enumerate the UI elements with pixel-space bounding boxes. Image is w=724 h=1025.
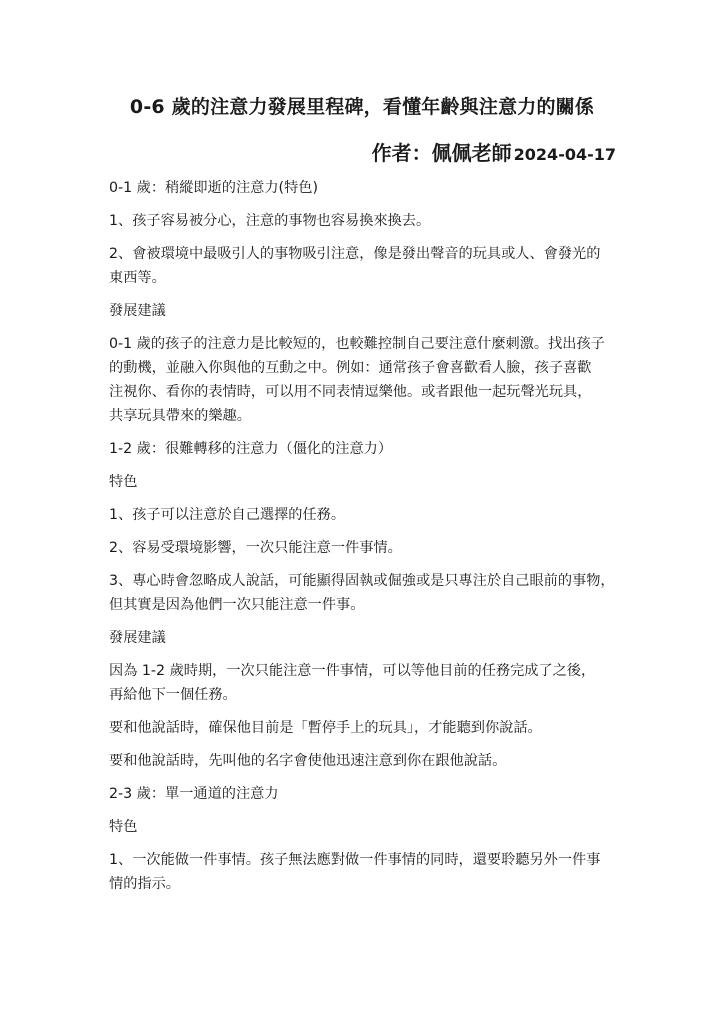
document-title: 0-6 歲的注意力發展里程碑，看懂年齡與注意力的關係 (129, 96, 595, 118)
paragraph-line: 的動機，並融入你與他的互動之中。例如：通常孩子會喜歡看人臉，孩子喜歡 (109, 360, 592, 376)
paragraph (109, 437, 629, 461)
paragraph (109, 299, 629, 323)
paragraph-line: 1、孩子可以注意於自己選擇的任務。 (109, 507, 346, 523)
paragraph (109, 503, 629, 527)
paragraph (109, 815, 629, 839)
paragraph (109, 782, 629, 806)
paragraph-line: 東西等。 (109, 270, 166, 286)
author-name: 作者：佩佩老師 (371, 141, 512, 165)
byline (372, 137, 616, 166)
paragraph-line: 要和他說話時，先叫他的名字會使他迅速注意到你在跟他說話。 (109, 753, 507, 769)
paragraph (109, 536, 629, 560)
paragraph-line: 發展建議 (109, 303, 166, 319)
paragraph-line: 1-2 歲：很難轉移的注意力（僵化的注意力） (109, 441, 393, 457)
paragraph (109, 242, 629, 290)
paragraph (109, 470, 629, 494)
paragraph (109, 569, 629, 617)
paragraph-line: 2-3 歲：單一通道的注意力 (109, 786, 279, 802)
paragraph (109, 716, 629, 740)
paragraph-line: 發展建議 (109, 630, 166, 646)
paragraph-line: 0-1 歲的孩子的注意力是比較短的，也較難控制自己要注意什麼刺激。找出孩子 (109, 336, 605, 352)
paragraph (109, 749, 629, 773)
paragraph-line: 2、容易受環境影響，一次只能注意一件事情。 (109, 540, 402, 556)
paragraph-line: 0-1 歲：稍縱即逝的注意力(特色) (109, 180, 319, 196)
paragraph (109, 332, 629, 428)
paragraph-line: 要和他說話時，確保他目前是「暫停手上的玩具」，才能聽到你說話。 (109, 720, 542, 736)
paragraph-line: 特色 (109, 474, 138, 490)
article-body (109, 176, 629, 905)
paragraph-line: 再給他下一個任務。 (109, 687, 237, 703)
paragraph-line: 1、孩子容易被分心，注意的事物也容易換來換去。 (109, 213, 431, 229)
paragraph-line: 但其實是因為他們一次只能注意一件事。 (109, 597, 365, 613)
paragraph-line: 特色 (109, 819, 138, 835)
paragraph (109, 626, 629, 650)
paragraph-line: 情的指示。 (109, 876, 180, 892)
paragraph-line: 1、一次能做一件事情。孩子無法應對做一件事情的同時，還要聆聽另外一件事 (109, 852, 601, 868)
paragraph-line: 共享玩具帶來的樂趣。 (109, 408, 251, 424)
paragraph-line: 注視你、看你的表情時，可以用不同表情逗樂他。或者跟他一起玩聲光玩具， (109, 384, 592, 400)
paragraph (109, 848, 629, 896)
paragraph-line: 3、專心時會忽略成人說話，可能顯得固執或倔強或是只專注於自己眼前的事物， (109, 573, 615, 589)
paragraph (109, 659, 629, 707)
paragraph-line: 因為 1-2 歲時期，一次只能注意一件事情，可以等他目前的任務完成了之後， (109, 663, 596, 679)
publish-date: 2024-04-17 (513, 145, 616, 164)
paragraph (109, 209, 629, 233)
paragraph (109, 176, 629, 200)
paragraph-line: 2、會被環境中最吸引人的事物吸引注意，像是發出聲音的玩具或人、會發光的 (109, 246, 601, 262)
